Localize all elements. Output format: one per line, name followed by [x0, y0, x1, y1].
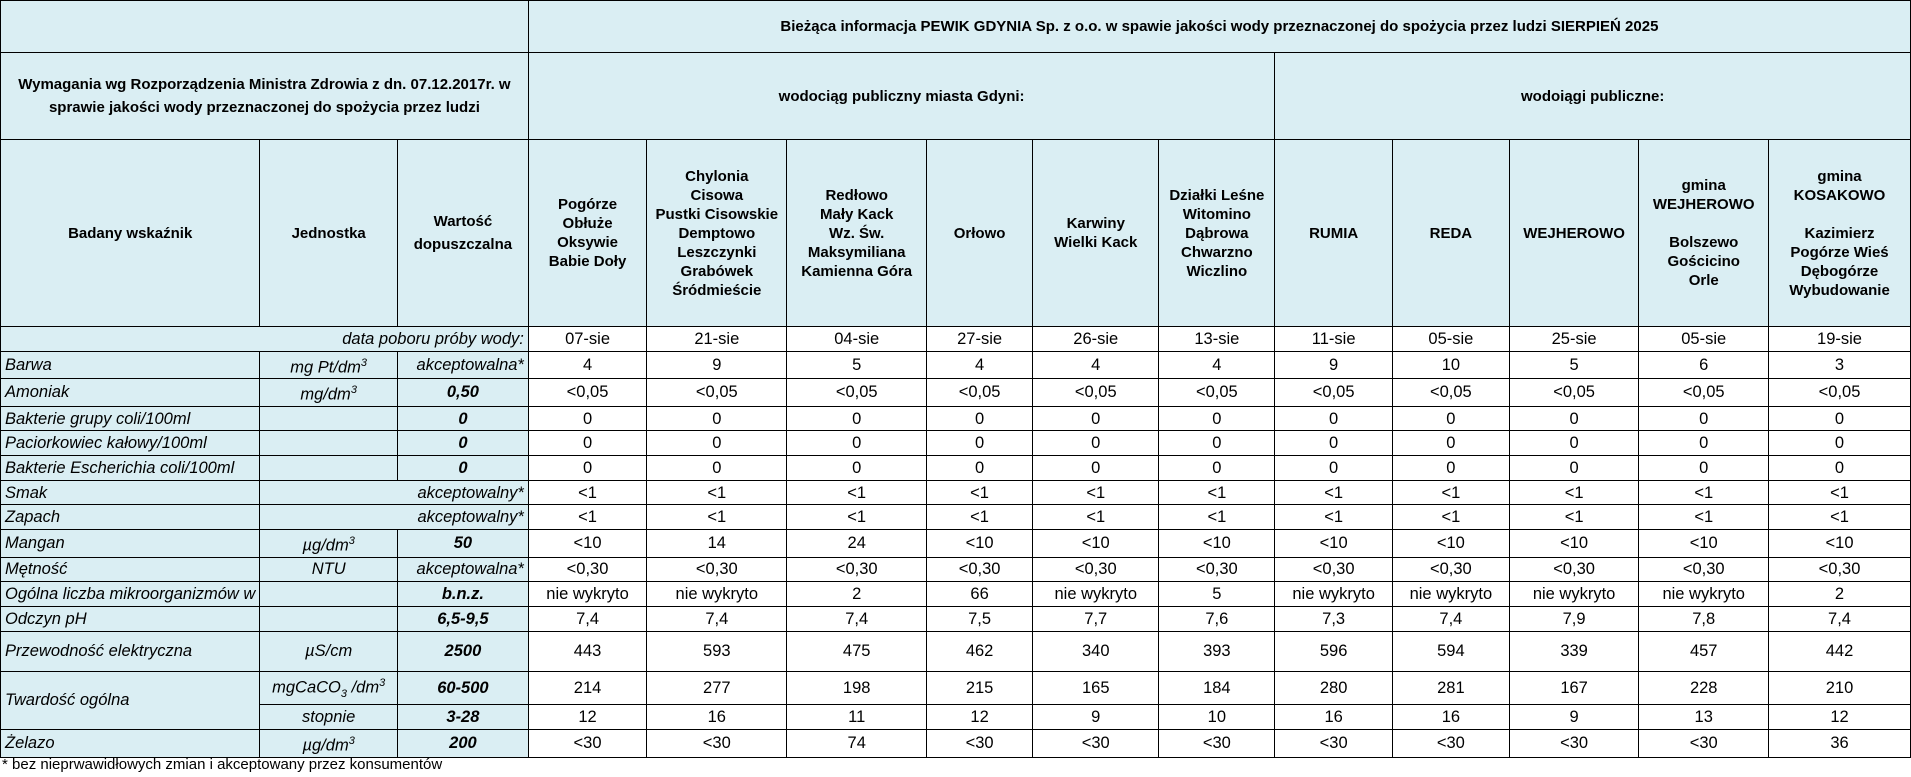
value-cell: <10 — [1033, 530, 1159, 558]
value-cell: 74 — [787, 730, 927, 758]
value-cell: <1 — [787, 480, 927, 505]
value-cell: 12 — [1769, 705, 1911, 730]
value-cell: <30 — [1275, 730, 1393, 758]
value-cell: <0,30 — [927, 557, 1033, 582]
value-cell: <1 — [1159, 480, 1275, 505]
param-name: Bakterie grupy coli/100ml — [1, 406, 260, 431]
value-cell: 0 — [528, 431, 646, 456]
value-cell: <1 — [1509, 505, 1639, 530]
date-label: data poboru próby wody: — [1, 327, 529, 352]
unit — [260, 431, 398, 456]
value-cell: 0 — [927, 406, 1033, 431]
table-row — [1, 730, 1911, 758]
value-cell: 443 — [528, 631, 646, 671]
value-cell: <1 — [927, 505, 1033, 530]
value-cell: <10 — [1275, 530, 1393, 558]
param-name: Amoniak — [1, 379, 260, 407]
unit: NTU — [260, 557, 398, 582]
value-cell: 7,9 — [1509, 607, 1639, 632]
value-cell: 11 — [787, 705, 927, 730]
table-row — [1, 582, 1911, 607]
limit-value: 6,5-9,5 — [397, 607, 528, 632]
value-cell: nie wykryto — [1275, 582, 1393, 607]
sample-date-8: 25-sie — [1509, 327, 1639, 352]
location-header-10: gmina KOSAKOWO Kazimierz Pogórze Wieś Dębogórze Wybudowanie — [1769, 140, 1911, 327]
value-cell: <0,30 — [1033, 557, 1159, 582]
value-cell: 0 — [1769, 456, 1911, 481]
report-title: Bieżąca informacja PEWIK GDYNIA Sp. z o.o. w spawie jakości wody przeznaczonej do spożycia przez ludzi SIERPIEŃ 2025 — [528, 1, 1910, 53]
value-cell: 7,4 — [787, 607, 927, 632]
value-cell: 0 — [1639, 406, 1769, 431]
unit: $mg/dm^3$ — [260, 379, 398, 407]
table-row — [1, 406, 1911, 431]
value-cell: 9 — [647, 351, 787, 379]
value-cell: <30 — [528, 730, 646, 758]
unit — [260, 406, 398, 431]
col-param-header: Badany wskaźnik — [1, 140, 260, 327]
value-cell: 16 — [1275, 705, 1393, 730]
location-header-1: Chylonia Cisowa Pustki Cisowskie Demptowo Leszczynki Grabówek Śródmieście — [647, 140, 787, 327]
limit-value: 50 — [397, 530, 528, 558]
value-cell: 0 — [1033, 431, 1159, 456]
value-cell: 7,5 — [927, 607, 1033, 632]
sample-date-5: 13-sie — [1159, 327, 1275, 352]
value-cell: <30 — [1392, 730, 1509, 758]
value-cell: <0,30 — [1769, 557, 1911, 582]
location-header-6: RUMIA — [1275, 140, 1393, 327]
location-header-7: REDA — [1392, 140, 1509, 327]
location-header-8: WEJHEROWO — [1509, 140, 1639, 327]
regulation-note: Wymagania wg Rozporządzenia Ministra Zdrowia z dn. 07.12.2017r. w sprawie jakości wody przeznaczonej do spożycia przez ludzi — [1, 53, 529, 140]
value-cell: 0 — [647, 431, 787, 456]
unit: mgCaCO$_3$ $/dm^3$ — [260, 671, 398, 705]
value-cell: 277 — [647, 671, 787, 705]
group-gdynia: wodociąg publiczny miasta Gdyni: — [528, 53, 1275, 140]
value-cell: 339 — [1509, 631, 1639, 671]
value-cell: <1 — [1509, 480, 1639, 505]
value-cell: <1 — [1275, 480, 1393, 505]
table-row — [1, 456, 1911, 481]
limit-value: 0,50 — [397, 379, 528, 407]
unit: $\mu g/dm^3$ — [260, 530, 398, 558]
value-cell: <0,05 — [647, 379, 787, 407]
value-cell: 16 — [1392, 705, 1509, 730]
location-header-5: Działki Leśne Witomino Dąbrowa Chwarzno Wiczlino — [1159, 140, 1275, 327]
table-row — [1, 431, 1911, 456]
value-cell: 0 — [1275, 431, 1393, 456]
unit: µS/cm — [260, 631, 398, 671]
value-cell: <0,30 — [787, 557, 927, 582]
value-cell: 214 — [528, 671, 646, 705]
value-cell: <10 — [1639, 530, 1769, 558]
table-row — [1, 505, 1911, 530]
corner-blank — [1, 1, 529, 53]
value-cell: <1 — [528, 480, 646, 505]
value-cell: 7,6 — [1159, 607, 1275, 632]
value-cell: 3 — [1769, 351, 1911, 379]
value-cell: <10 — [1509, 530, 1639, 558]
table-row — [1, 631, 1911, 671]
limit-value: 2500 — [397, 631, 528, 671]
param-name: Smak — [1, 480, 260, 505]
sample-date-10: 19-sie — [1769, 327, 1911, 352]
value-cell: <0,05 — [927, 379, 1033, 407]
value-cell: <1 — [1275, 505, 1393, 530]
unit — [260, 456, 398, 481]
value-cell: 0 — [787, 456, 927, 481]
sample-date-3: 27-sie — [927, 327, 1033, 352]
value-cell: <30 — [1159, 730, 1275, 758]
value-cell: 6 — [1639, 351, 1769, 379]
table-row — [1, 607, 1911, 632]
value-cell: 7,4 — [528, 607, 646, 632]
unit — [260, 582, 398, 607]
table-row — [1, 557, 1911, 582]
value-cell: <0,05 — [528, 379, 646, 407]
param-name: Odczyn pH — [1, 607, 260, 632]
value-cell: 2 — [787, 582, 927, 607]
location-header-4: Karwiny Wielki Kack — [1033, 140, 1159, 327]
value-cell: 475 — [787, 631, 927, 671]
value-cell: 198 — [787, 671, 927, 705]
value-cell: <1 — [1392, 505, 1509, 530]
value-cell: 7,4 — [1392, 607, 1509, 632]
value-cell: 9 — [1509, 705, 1639, 730]
table-row — [1, 705, 1911, 730]
value-cell: <0,30 — [528, 557, 646, 582]
value-cell: 0 — [528, 406, 646, 431]
location-header-2: Redłowo Mały Kack Wz. Św. Maksymiliana Kamienna Góra — [787, 140, 927, 327]
sample-date-2: 04-sie — [787, 327, 927, 352]
value-cell: 0 — [927, 456, 1033, 481]
limit-value: akceptowalna* — [397, 557, 528, 582]
param-name: Przewodność elektryczna — [1, 631, 260, 671]
limit-value: 3-28 — [397, 705, 528, 730]
value-cell: 0 — [647, 456, 787, 481]
value-cell: <1 — [1769, 480, 1911, 505]
value-cell: 594 — [1392, 631, 1509, 671]
value-cell: 36 — [1769, 730, 1911, 758]
value-cell: 0 — [1275, 456, 1393, 481]
sample-date-9: 05-sie — [1639, 327, 1769, 352]
value-cell: 0 — [1159, 431, 1275, 456]
value-cell: <0,05 — [1033, 379, 1159, 407]
value-cell: 5 — [787, 351, 927, 379]
value-cell: 0 — [1639, 456, 1769, 481]
param-name: Barwa — [1, 351, 260, 379]
value-cell: 0 — [1159, 406, 1275, 431]
param-name: Żelazo — [1, 730, 260, 758]
footnote: * bez nieprwawidłowych zmian i akceptowany przez konsumentów — [2, 756, 443, 773]
value-cell: <10 — [1392, 530, 1509, 558]
location-header-9: gmina WEJHEROWO Bolszewo Gościcino Orle — [1639, 140, 1769, 327]
value-cell: <1 — [1392, 480, 1509, 505]
value-cell: 0 — [1639, 431, 1769, 456]
value-cell: nie wykryto — [1392, 582, 1509, 607]
value-cell: <30 — [927, 730, 1033, 758]
limit-value: akceptowalna* — [397, 351, 528, 379]
unit-limit: akceptowalny* — [260, 505, 528, 530]
sample-date-7: 05-sie — [1392, 327, 1509, 352]
value-cell: nie wykryto — [528, 582, 646, 607]
table-row — [1, 480, 1911, 505]
value-cell: <10 — [528, 530, 646, 558]
value-cell: <0,30 — [1639, 557, 1769, 582]
value-cell: 9 — [1033, 705, 1159, 730]
value-cell: 228 — [1639, 671, 1769, 705]
value-cell: 16 — [647, 705, 787, 730]
param-name: Ogólna liczba mikroorganizmów w — [1, 582, 260, 607]
value-cell: <30 — [1033, 730, 1159, 758]
value-cell: <1 — [528, 505, 646, 530]
value-cell: <1 — [647, 480, 787, 505]
value-cell: nie wykryto — [1033, 582, 1159, 607]
value-cell: <0,30 — [1509, 557, 1639, 582]
value-cell: <1 — [787, 505, 927, 530]
value-cell: 10 — [1159, 705, 1275, 730]
col-limit-header: Wartość dopuszczalna — [397, 140, 528, 327]
value-cell: 0 — [1769, 406, 1911, 431]
value-cell: <0,05 — [1392, 379, 1509, 407]
value-cell: 0 — [787, 406, 927, 431]
value-cell: 215 — [927, 671, 1033, 705]
value-cell: <1 — [1159, 505, 1275, 530]
table-row — [1, 351, 1911, 379]
value-cell: 462 — [927, 631, 1033, 671]
value-cell: <0,05 — [1275, 379, 1393, 407]
value-cell: 340 — [1033, 631, 1159, 671]
unit: $\mu g/dm^3$ — [260, 730, 398, 758]
value-cell: nie wykryto — [1639, 582, 1769, 607]
limit-value: 60-500 — [397, 671, 528, 705]
value-cell: <1 — [647, 505, 787, 530]
param-name: Zapach — [1, 505, 260, 530]
value-cell: <0,30 — [1275, 557, 1393, 582]
value-cell: 0 — [1275, 406, 1393, 431]
value-cell: 0 — [528, 456, 646, 481]
value-cell: 12 — [927, 705, 1033, 730]
limit-value: 0 — [397, 431, 528, 456]
value-cell: 24 — [787, 530, 927, 558]
value-cell: 7,4 — [1769, 607, 1911, 632]
location-header-0: Pogórze Obłuże Oksywie Babie Doły — [528, 140, 646, 327]
value-cell: <1 — [927, 480, 1033, 505]
value-cell: 0 — [787, 431, 927, 456]
value-cell: 281 — [1392, 671, 1509, 705]
value-cell: 13 — [1639, 705, 1769, 730]
value-cell: 0 — [1509, 456, 1639, 481]
unit — [260, 607, 398, 632]
unit-limit: akceptowalny* — [260, 480, 528, 505]
value-cell: 7,8 — [1639, 607, 1769, 632]
value-cell: <0,30 — [1392, 557, 1509, 582]
value-cell: 393 — [1159, 631, 1275, 671]
value-cell: 0 — [1509, 431, 1639, 456]
value-cell: 0 — [647, 406, 787, 431]
value-cell: 10 — [1392, 351, 1509, 379]
value-cell: <0,05 — [1639, 379, 1769, 407]
value-cell: <0,05 — [1509, 379, 1639, 407]
value-cell: <1 — [1769, 505, 1911, 530]
value-cell: <0,05 — [1159, 379, 1275, 407]
value-cell: <0,05 — [787, 379, 927, 407]
value-cell: nie wykryto — [647, 582, 787, 607]
value-cell: 184 — [1159, 671, 1275, 705]
value-cell: 593 — [647, 631, 787, 671]
unit: mg $Pt/dm^3$ — [260, 351, 398, 379]
limit-value: b.n.z. — [397, 582, 528, 607]
table-row — [1, 379, 1911, 407]
param-name: Bakterie Escherichia coli/100ml — [1, 456, 260, 481]
value-cell: <30 — [647, 730, 787, 758]
value-cell: <30 — [1639, 730, 1769, 758]
param-name: Twardość ogólna — [1, 671, 260, 729]
value-cell: <1 — [1639, 480, 1769, 505]
param-name: Paciorkowiec kałowy/100ml — [1, 431, 260, 456]
value-cell: 457 — [1639, 631, 1769, 671]
col-unit-header: Jednostka — [260, 140, 398, 327]
value-cell: <10 — [1159, 530, 1275, 558]
limit-value: 0 — [397, 406, 528, 431]
value-cell: 5 — [1509, 351, 1639, 379]
value-cell: 4 — [528, 351, 646, 379]
group-other: wodoiągi publiczne: — [1275, 53, 1911, 140]
value-cell: <0,30 — [647, 557, 787, 582]
limit-value: 200 — [397, 730, 528, 758]
value-cell: <0,05 — [1769, 379, 1911, 407]
value-cell: 0 — [1392, 456, 1509, 481]
value-cell: <1 — [1033, 480, 1159, 505]
value-cell: 7,7 — [1033, 607, 1159, 632]
value-cell: 9 — [1275, 351, 1393, 379]
sample-date-6: 11-sie — [1275, 327, 1393, 352]
value-cell: 0 — [1392, 406, 1509, 431]
value-cell: 7,4 — [647, 607, 787, 632]
table-row — [1, 530, 1911, 558]
value-cell: <30 — [1509, 730, 1639, 758]
param-name: Mętność — [1, 557, 260, 582]
sample-date-4: 26-sie — [1033, 327, 1159, 352]
value-cell: <1 — [1639, 505, 1769, 530]
value-cell: 0 — [1392, 431, 1509, 456]
value-cell: <0,30 — [1159, 557, 1275, 582]
value-cell: <1 — [1033, 505, 1159, 530]
value-cell: <10 — [1769, 530, 1911, 558]
value-cell: 442 — [1769, 631, 1911, 671]
value-cell: 0 — [1159, 456, 1275, 481]
value-cell: 4 — [1033, 351, 1159, 379]
value-cell: <10 — [927, 530, 1033, 558]
param-name: Mangan — [1, 530, 260, 558]
value-cell: 0 — [1769, 431, 1911, 456]
value-cell: 12 — [528, 705, 646, 730]
value-cell: 4 — [1159, 351, 1275, 379]
value-cell: 66 — [927, 582, 1033, 607]
value-cell: 7,3 — [1275, 607, 1393, 632]
sample-date-1: 21-sie — [647, 327, 787, 352]
unit: stopnie — [260, 705, 398, 730]
sample-date-0: 07-sie — [528, 327, 646, 352]
value-cell: 14 — [647, 530, 787, 558]
limit-value: 0 — [397, 456, 528, 481]
value-cell: 596 — [1275, 631, 1393, 671]
value-cell: 4 — [927, 351, 1033, 379]
value-cell: 280 — [1275, 671, 1393, 705]
value-cell: 167 — [1509, 671, 1639, 705]
value-cell: nie wykryto — [1509, 582, 1639, 607]
value-cell: 210 — [1769, 671, 1911, 705]
value-cell: 0 — [927, 431, 1033, 456]
location-header-3: Orłowo — [927, 140, 1033, 327]
value-cell: 2 — [1769, 582, 1911, 607]
table-row — [1, 671, 1911, 705]
value-cell: 0 — [1033, 456, 1159, 481]
value-cell: 165 — [1033, 671, 1159, 705]
value-cell: 0 — [1509, 406, 1639, 431]
value-cell: 0 — [1033, 406, 1159, 431]
value-cell: 5 — [1159, 582, 1275, 607]
